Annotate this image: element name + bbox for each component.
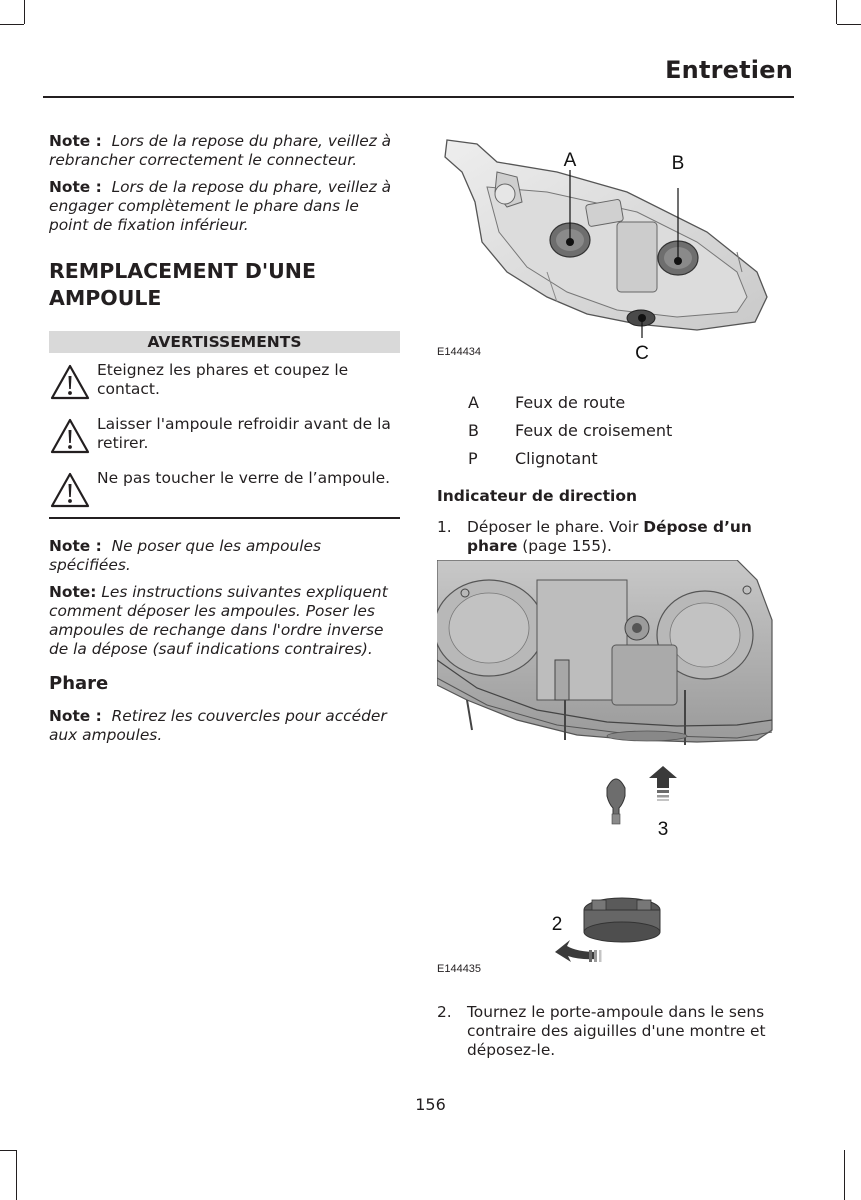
crop-mark bbox=[837, 24, 861, 25]
callout-label: C bbox=[635, 343, 649, 364]
warning-item bbox=[49, 361, 400, 407]
warning-item bbox=[49, 415, 400, 461]
note-text: Les instructions suivantes expliquent comment déposer les ampoules. Poser les ampoules de rechange dans l'ordre inverse de la dépose (sauf indications contraires). bbox=[49, 582, 388, 658]
page-number: 156 bbox=[415, 1095, 446, 1114]
warning-triangle-icon bbox=[49, 417, 91, 455]
warning-text: Laisser l'ampoule refroidir avant de la retirer. bbox=[97, 415, 391, 452]
warnings-header: AVERTISSEMENTS bbox=[49, 331, 400, 353]
subsection-title: Indicateur de direction bbox=[437, 487, 638, 505]
subsection-title: Phare bbox=[49, 672, 109, 694]
title-divider bbox=[43, 96, 794, 98]
step-label: 2 bbox=[551, 914, 563, 935]
note-covers bbox=[49, 707, 400, 745]
note-specified-bulbs bbox=[49, 537, 400, 575]
legend-row bbox=[437, 388, 797, 416]
figure-code: E144434 bbox=[437, 346, 482, 358]
figure-code: E144435 bbox=[437, 963, 482, 975]
note-text: Lors de la repose du phare, veillez à engager complètement le phare dans le point de fixation inférieur. bbox=[49, 178, 392, 234]
figure-legend bbox=[437, 388, 797, 472]
step-text bbox=[467, 518, 797, 556]
direction-indicator-section bbox=[437, 487, 797, 556]
warning-text: Ne pas toucher le verre de l’ampoule. bbox=[97, 469, 391, 487]
note-text: Ne poser que les ampoules spécifiées. bbox=[49, 536, 321, 574]
crop-mark bbox=[844, 1150, 845, 1200]
warning-text: Eteignez les phares et coupez le contact. bbox=[97, 361, 349, 398]
note-text: Retirez les couvercles pour accéder aux ampoules. bbox=[49, 706, 387, 744]
bulb-holder-removal-illustration bbox=[437, 560, 777, 980]
legend-text: Clignotant bbox=[515, 448, 598, 468]
legend-text: Feux de route bbox=[515, 392, 626, 412]
page-title: Entretien bbox=[665, 56, 793, 84]
legend-key: P bbox=[468, 448, 478, 468]
step-number: 2. bbox=[437, 1003, 452, 1021]
legend-key: A bbox=[468, 392, 479, 412]
headlamp-rear-illustration bbox=[437, 132, 777, 364]
callout-label: A bbox=[563, 150, 577, 171]
step-text-part: (page 155). bbox=[517, 537, 612, 555]
warning-triangle-icon bbox=[49, 471, 91, 509]
legend-text: Feux de croisement bbox=[515, 420, 673, 440]
left-column bbox=[49, 132, 400, 753]
legend-row bbox=[437, 444, 797, 472]
note-label: Note: bbox=[49, 582, 97, 601]
warning-triangle-icon bbox=[49, 363, 91, 401]
step-label: 3 bbox=[657, 819, 669, 840]
callout-label: B bbox=[671, 153, 685, 174]
warnings-divider bbox=[49, 517, 400, 519]
crop-mark bbox=[836, 0, 837, 24]
legend-key: B bbox=[468, 420, 479, 440]
note-instructions bbox=[49, 583, 400, 659]
note-label: Note : bbox=[49, 178, 102, 196]
step-2-block bbox=[437, 1003, 797, 1060]
note-fixation bbox=[49, 178, 400, 235]
note-label: Note : bbox=[49, 132, 102, 150]
step-text: Tournez le porte-ampoule dans le sens contraire des aiguilles d'une montre et déposez-le. bbox=[467, 1003, 766, 1059]
legend-row bbox=[437, 416, 797, 444]
step-item bbox=[437, 1003, 797, 1060]
step-item bbox=[437, 518, 797, 556]
crop-mark bbox=[0, 24, 24, 25]
note-text: Lors de la repose du phare, veillez à rebrancher correctement le connecteur. bbox=[49, 132, 392, 169]
note-label: Note : bbox=[49, 536, 102, 555]
section-title: REMPLACEMENT D'UNE AMPOULE bbox=[49, 259, 316, 310]
step-number: 1. bbox=[437, 518, 452, 536]
cross-reference-link[interactable]: Dépose d’un phare bbox=[467, 518, 752, 555]
crop-mark bbox=[24, 0, 25, 24]
crop-mark bbox=[0, 1150, 16, 1151]
note-label: Note : bbox=[49, 706, 102, 725]
step-text-part: Déposer le phare. Voir bbox=[467, 518, 644, 536]
note-connector bbox=[49, 132, 400, 170]
warning-item bbox=[49, 469, 400, 515]
crop-mark bbox=[16, 1150, 17, 1200]
